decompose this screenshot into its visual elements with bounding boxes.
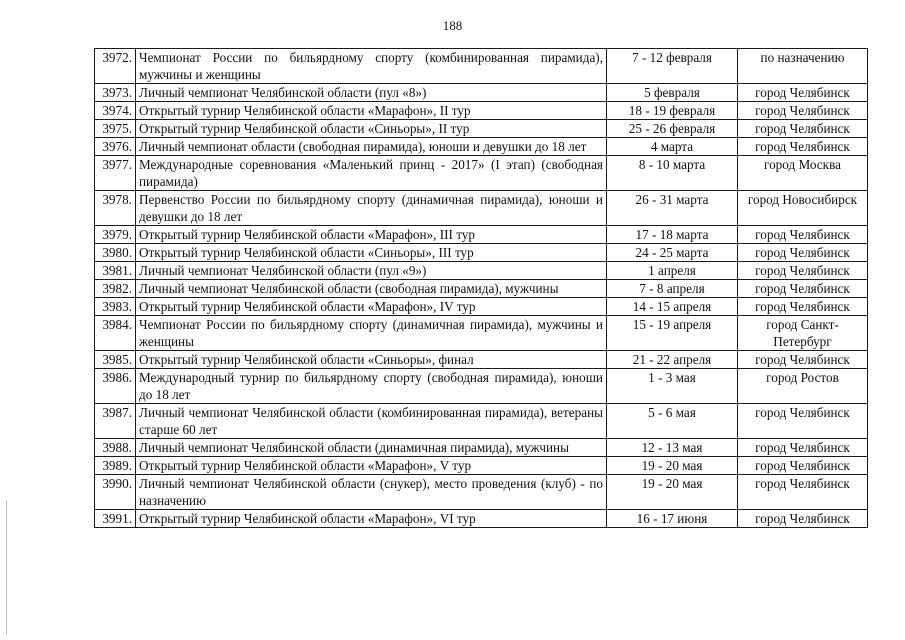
table-row [95, 369, 868, 404]
row-number: 3989. [95, 457, 136, 475]
event-place: город Челябинск [738, 280, 868, 298]
event-name: Чемпионат России по бильярдному спорту (динамичная пирамида), мужчины и женщины [136, 316, 607, 351]
event-date: 15 - 19 апреля [607, 316, 738, 351]
events-table [94, 48, 868, 528]
table-row [95, 298, 868, 316]
event-date: 1 - 3 мая [607, 369, 738, 404]
table-row [95, 102, 868, 120]
scan-edge-line [6, 500, 7, 635]
event-date: 8 - 10 марта [607, 156, 738, 191]
event-place: город Новосибирск [738, 191, 868, 226]
row-number: 3990. [95, 475, 136, 510]
event-date: 26 - 31 марта [607, 191, 738, 226]
event-name: Личный чемпионат Челябинской области (пул «9») [136, 262, 607, 280]
table-row [95, 404, 868, 439]
table-row [95, 457, 868, 475]
event-place: город Челябинск [738, 404, 868, 439]
event-place: город Челябинск [738, 244, 868, 262]
table-row [95, 120, 868, 138]
event-place: город Челябинск [738, 351, 868, 369]
event-date: 18 - 19 февраля [607, 102, 738, 120]
event-place: город Челябинск [738, 84, 868, 102]
event-date: 7 - 12 февраля [607, 49, 738, 84]
row-number: 3973. [95, 84, 136, 102]
table-row [95, 262, 868, 280]
event-date: 7 - 8 апреля [607, 280, 738, 298]
page-number: 188 [442, 18, 463, 33]
event-place: город Челябинск [738, 439, 868, 457]
row-number: 3991. [95, 510, 136, 528]
row-number: 3981. [95, 262, 136, 280]
event-name: Открытый турнир Челябинской области «Марафон», III тур [136, 226, 607, 244]
event-place: город Москва [738, 156, 868, 191]
event-name: Личный чемпионат Челябинской области (свободная пирамида), мужчины [136, 280, 607, 298]
event-place: город Челябинск [738, 457, 868, 475]
event-place: город Челябинск [738, 120, 868, 138]
event-place: город Санкт-Петербург [738, 316, 868, 351]
table-row [95, 439, 868, 457]
row-number: 3987. [95, 404, 136, 439]
table-row [95, 244, 868, 262]
row-number: 3980. [95, 244, 136, 262]
row-number: 3985. [95, 351, 136, 369]
event-name: Чемпионат России по бильярдному спорту (комбинированная пирамида), мужчины и женщины [136, 49, 607, 84]
row-number: 3976. [95, 138, 136, 156]
table-row [95, 191, 868, 226]
event-place: город Челябинск [738, 298, 868, 316]
event-place: город Челябинск [738, 138, 868, 156]
row-number: 3986. [95, 369, 136, 404]
row-number: 3988. [95, 439, 136, 457]
row-number: 3972. [95, 49, 136, 84]
event-name: Открытый турнир Челябинской области «Марафон», II тур [136, 102, 607, 120]
event-name: Личный чемпионат Челябинской области (комбинированная пирамида), ветераны старше 60 лет [136, 404, 607, 439]
event-date: 5 февраля [607, 84, 738, 102]
event-place: по назначению [738, 49, 868, 84]
event-date: 25 - 26 февраля [607, 120, 738, 138]
event-name: Открытый турнир Челябинской области «Синьоры», II тур [136, 120, 607, 138]
event-place: город Челябинск [738, 510, 868, 528]
event-name: Открытый турнир Челябинской области «Марафон», IV тур [136, 298, 607, 316]
row-number: 3984. [95, 316, 136, 351]
event-date: 21 - 22 апреля [607, 351, 738, 369]
event-place: город Ростов [738, 369, 868, 404]
event-date: 14 - 15 апреля [607, 298, 738, 316]
row-number: 3978. [95, 191, 136, 226]
event-place: город Челябинск [738, 102, 868, 120]
event-place: город Челябинск [738, 475, 868, 510]
table-row [95, 49, 868, 84]
row-number: 3982. [95, 280, 136, 298]
table-row [95, 475, 868, 510]
event-date: 17 - 18 марта [607, 226, 738, 244]
table-row [95, 351, 868, 369]
event-date: 4 марта [607, 138, 738, 156]
event-name: Личный чемпионат области (свободная пирамида), юноши и девушки до 18 лет [136, 138, 607, 156]
event-date: 12 - 13 мая [607, 439, 738, 457]
row-number: 3975. [95, 120, 136, 138]
event-date: 16 - 17 июня [607, 510, 738, 528]
event-name: Открытый турнир Челябинской области «Синьоры», финал [136, 351, 607, 369]
event-name: Открытый турнир Челябинской области «Марафон», VI тур [136, 510, 607, 528]
event-place: город Челябинск [738, 262, 868, 280]
event-date: 5 - 6 мая [607, 404, 738, 439]
table-row [95, 316, 868, 351]
event-name: Личный чемпионат Челябинской области (снукер), место проведения (клуб) - по назначению [136, 475, 607, 510]
table-row [95, 138, 868, 156]
event-name: Открытый турнир Челябинской области «Синьоры», III тур [136, 244, 607, 262]
event-place: город Челябинск [738, 226, 868, 244]
table-row [95, 84, 868, 102]
row-number: 3974. [95, 102, 136, 120]
event-date: 1 апреля [607, 262, 738, 280]
event-name: Первенство России по бильярдному спорту (динамичная пирамида), юноши и девушки до 18 лет [136, 191, 607, 226]
row-number: 3979. [95, 226, 136, 244]
table-row [95, 280, 868, 298]
table-row [95, 226, 868, 244]
table-row [95, 156, 868, 191]
event-name: Международный турнир по бильярдному спорту (свободная пирамида), юноши до 18 лет [136, 369, 607, 404]
event-name: Личный чемпионат Челябинской области (динамичная пирамида), мужчины [136, 439, 607, 457]
table-row [95, 510, 868, 528]
event-date: 19 - 20 мая [607, 457, 738, 475]
event-date: 24 - 25 марта [607, 244, 738, 262]
row-number: 3977. [95, 156, 136, 191]
event-name: Открытый турнир Челябинской области «Марафон», V тур [136, 457, 607, 475]
event-name: Международные соревнования «Маленький принц - 2017» (I этап) (свободная пирамида) [136, 156, 607, 191]
row-number: 3983. [95, 298, 136, 316]
event-date: 19 - 20 мая [607, 475, 738, 510]
event-name: Личный чемпионат Челябинской области (пул «8») [136, 84, 607, 102]
